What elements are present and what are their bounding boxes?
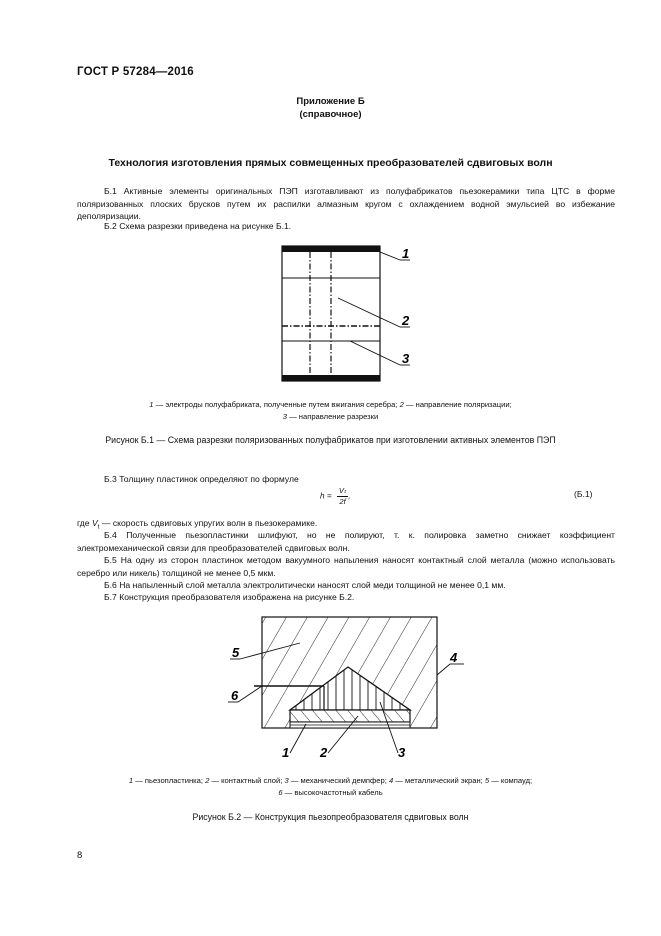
fig1-label-1: 1 (402, 246, 410, 261)
formula-number: (Б.1) (574, 489, 593, 499)
fig1-label-3: 3 (402, 351, 410, 366)
fig1-label-2: 2 (402, 313, 410, 328)
paragraph-b7: Б.7 Конструкция преобразователя изображена на рисунке Б.2. (104, 592, 355, 602)
fig2-label-3: 3 (398, 745, 406, 760)
top-electrode (282, 246, 380, 252)
figure-b1-legend-line1: 1 — электроды полуфабриката, полученные путем вжигания серебра; 2 — направление поляризации; (149, 400, 512, 409)
leader-4 (437, 664, 450, 675)
figure-b1-cutting-diagram (270, 240, 430, 390)
appendix-title: Приложение Б (296, 96, 365, 107)
fig2-label-4: 4 (450, 650, 458, 665)
paragraph-b1: Б.1 Активные элементы оригинальных ПЭП изготавливают из полуфабрикатов пьезокерамики типа ЦТС в форме поляризованных плоских брусков путем их распилки алмазным кругом с охлаждением водной эмульсией во избежание деполяризации. (77, 186, 615, 221)
leader-1 (380, 252, 400, 260)
paragraph-b3: Б.3 Толщину пластинок определяют по формуле (104, 474, 299, 484)
leader-2 (338, 298, 400, 327)
figure-b2-legend-line1: 1 — пьезопластинка; 2 — контактный слой; 3 — механический демпфер; 4 — металлический экран; 5 — компауд; (128, 776, 533, 785)
bottom-electrode (282, 375, 380, 381)
figure-b1-caption: Рисунок Б.1 — Схема разрезки поляризованных полуфабрикатов при изготовлении активных элементов ПЭП (105, 435, 556, 445)
section-heading: Технология изготовления прямых совмещенных преобразователей сдвиговых волн (108, 157, 553, 169)
figure-b2-caption: Рисунок Б.2 — Конструкция пьезопреобразователя сдвиговых волн (192, 812, 469, 822)
figure-b1-legend-line2: 3 — направление разрезки (282, 412, 379, 421)
figure-b2-transducer-diagram (228, 610, 468, 770)
fig2-label-5: 5 (232, 645, 240, 660)
figure-b2-legend-line2: 6 — высокочастотный кабель (278, 788, 383, 797)
leader-3 (350, 341, 400, 365)
paragraph-where: где $V_t$ — скорость сдвиговых упругих волн в пьезокерамике. (77, 518, 318, 531)
fig2-label-1: 1 (282, 745, 290, 760)
formula-b1: h = $\frac{\text{Vₜ}}{2f}$ , (320, 486, 351, 506)
leader-6 (238, 686, 262, 702)
standard-designation: ГОСТ Р 57284—2016 (77, 66, 194, 78)
paragraph-b6: Б.6 На напыленный слой металла электролитически наносят слой меди толщиной не менее 0,1 мм. (104, 580, 506, 590)
fig2-label-6: 6 (231, 688, 239, 703)
fig2-label-2: 2 (320, 745, 328, 760)
paragraph-b4: Б.4 Полученные пьезопластинки шлифуют, но не полируют, т. к. полировка заметно снижает коэффициент электромеханической связи для преобразователей сдвиговых волн. (77, 530, 615, 553)
page-number: 8 (77, 850, 83, 861)
paragraph-b2: Б.2 Схема разрезки приведена на рисунке Б.1. (104, 221, 292, 231)
appendix-subtitle: (справочное) (299, 109, 362, 120)
paragraph-b5: Б.5 На одну из сторон пластинок методом вакуумного напыления наносят контактный слой металла (можно использовать серебро или никель) толщиной не менее 0,5 мкм. (77, 555, 615, 578)
